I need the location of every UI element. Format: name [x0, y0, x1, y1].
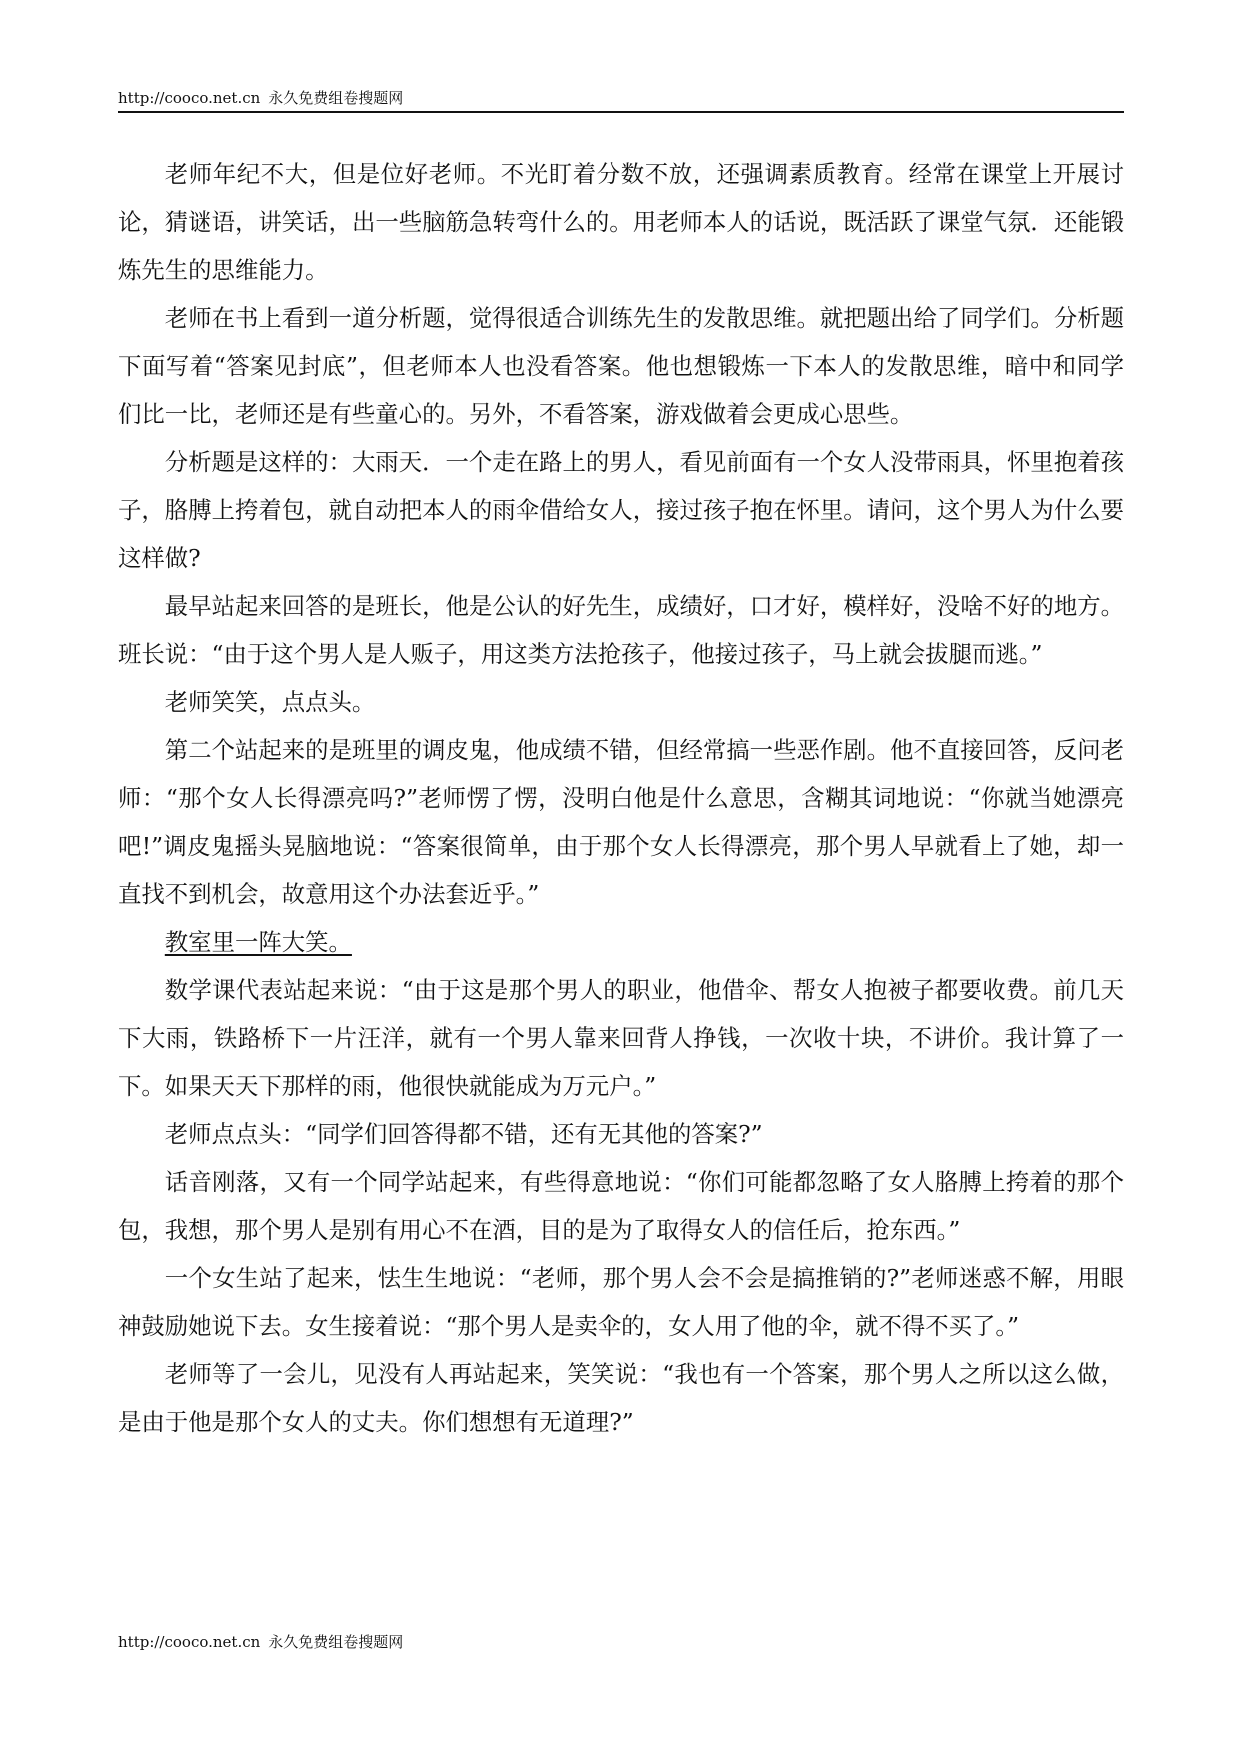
- paragraph: 老师点点头：“同学们回答得都不错，还有无其他的答案?”: [164, 1120, 763, 1148]
- paragraph: 分析题是这样的：大雨天．一个走在路上的男人，看见前面有一个女人没带雨具，怀里抱着孩子，胳膊上挎着包，就自动把本人的雨伞借给女人，接过孩子抱在怀里。请问，这个男人为什么要这样做?: [118, 448, 1124, 572]
- footer-site-name: 永久免费组卷搜题网: [268, 1633, 404, 1651]
- paragraph: 老师笑笑，点点头。: [164, 688, 376, 716]
- header-url: http://cooco.net.cn: [118, 89, 261, 107]
- footer-url: http://cooco.net.cn: [118, 1633, 261, 1651]
- article-body: [118, 150, 1124, 1446]
- paragraph: 话音刚落，又有一个同学站起来，有些得意地说：“你们可能都忽略了女人胳膊上挎着的那个包，我想，那个男人是别有用心不在酒，目的是为了取得女人的信任后，抢东西。”: [118, 1168, 1124, 1244]
- paragraph: 老师年纪不大，但是位好老师。不光盯着分数不放，还强调素质教育。经常在课堂上开展讨论，猜谜语，讲笑话，出一些脑筋急转弯什么的。用老师本人的话说，既活跃了课堂气氛．还能锻炼先生的思维能力。: [118, 160, 1124, 284]
- header-site-name: 永久免费组卷搜题网: [268, 89, 404, 107]
- page-header: [118, 88, 1124, 113]
- underlined-text: 教室里一阵大笑。: [164, 928, 352, 956]
- paragraph-underlined: [118, 918, 1124, 966]
- paragraph: 老师在书上看到一道分析题，觉得很适合训练先生的发散思维。就把题出给了同学们。分析题下面写着“答案见封底”，但老师本人也没看答案。他也想锻炼一下本人的发散思维，暗中和同学们比一比，老师还是有些童心的。另外，不看答案，游戏做着会更成心思些。: [118, 304, 1124, 428]
- paragraph: 第二个站起来的是班里的调皮鬼，他成绩不错，但经常搞一些恶作剧。他不直接回答，反问老师：“那个女人长得漂亮吗?”老师愣了愣，没明白他是什么意思，含糊其词地说：“你就当她漂亮吧!”调皮鬼摇头晃脑地说：“答案很简单，由于那个女人长得漂亮，那个男人早就看上了她，却一直找不到机会，故意用这个办法套近乎。”: [118, 736, 1124, 908]
- paragraph: 数学课代表站起来说：“由于这是那个男人的职业，他借伞、帮女人抱被子都要收费。前几天下大雨，铁路桥下一片汪洋，就有一个男人靠来回背人挣钱，一次收十块，不讲价。我计算了一下。如果天天下那样的雨，他很快就能成为万元户。”: [118, 976, 1124, 1100]
- page-footer: [118, 1632, 1124, 1652]
- paragraph: 最早站起来回答的是班长，他是公认的好先生，成绩好，口才好，模样好，没啥不好的地方。班长说：“由于这个男人是人贩子，用这类方法抢孩子，他接过孩子，马上就会拔腿而逃。”: [118, 592, 1124, 668]
- paragraph: 老师等了一会儿，见没有人再站起来，笑笑说：“我也有一个答案，那个男人之所以这么做，是由于他是那个女人的丈夫。你们想想有无道理?”: [118, 1360, 1124, 1436]
- paragraph: 一个女生站了起来，怯生生地说：“老师，那个男人会不会是搞推销的?”老师迷惑不解，用眼神鼓励她说下去。女生接着说：“那个男人是卖伞的，女人用了他的伞，就不得不买了。”: [118, 1264, 1124, 1340]
